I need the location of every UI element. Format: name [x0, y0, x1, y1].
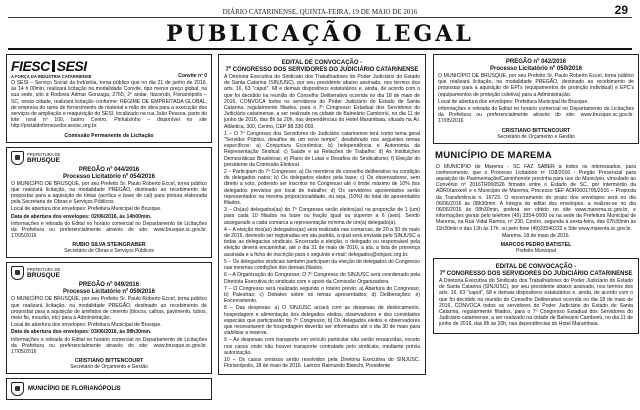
brusque-notice-042	[433, 54, 639, 144]
convocacao-paragraph: A Diretoria Executiva do Sindicato dos Trabalhadores do Poder Judiciário do Estado de Santa Catarina (SINJUSC), por seu presidente abaixo assinado, nos termos dos arts. 16, 63 "caput", 68 e demais dispositivos estatutários e, ainda, de acordo com o que foi decidido na reunião do Conselho Deliberativo ocorrida no dia 18 de maio de 2016, CONVOCA todos os servidores do Poder Judiciário do Estado de Santa Catarina, regularmente filiados, para o 7º Congresso Estadual dos Servidores do Judiciário catarinense, a ser realizado na cidade de Balneário Camboriú, no dia 11 de junho de 2016, das 8h às 20h, nas dependências do Hotel Marambaia, situado na Av. Atlântica, 300, Centro, CEP 88.330-003.	[224, 74, 420, 130]
convocacao-paragraph: 9 – As despesas com transporte em veículo particular não serão ressarcidas, exceto nos casos onde não houver transporte contratado pelo sindicato, mediante prévia autorização.	[224, 337, 420, 356]
notice-subtitle: Processo Licitatório nº 050/2016	[490, 66, 582, 72]
fiesc-logo-text: FIESC	[11, 58, 50, 74]
brusque-crest-icon	[11, 266, 24, 280]
notice-info: Informações e retirada do Edital no horário comercial no Departamento de Licitações da Prefeitura ou preferencialmente através do site: www.brusque.sc.gov.br. 17/05/2016	[11, 220, 207, 240]
bottom-rule	[8, 48, 632, 50]
fiesc-signature: Comissão Permanente de Licitação	[64, 132, 154, 139]
notice-date: Data de abertura dos envelopes: 02/06/2016, às 14h00min.	[11, 213, 152, 220]
masthead	[0, 0, 640, 46]
convocacao-subtitle: 7º CONGRESSO DOS SERVIDORES DO JUDICIÁRIO CATARINENSE	[439, 271, 633, 278]
brusque-header-city: BRUSQUE	[27, 272, 60, 280]
section-title: PUBLICAÇÃO LEGAL	[166, 21, 474, 47]
brusque-header-city: BRUSQUE	[27, 156, 60, 164]
brusque-notice-049	[6, 262, 212, 374]
signature-name: RUBIO SILVA STEINGRABER	[72, 242, 146, 249]
fiesc-tagline: A FORÇA DA INDÚSTRIA CATARINENSE	[11, 74, 92, 79]
signature-role: Prefeito Municipal	[516, 248, 556, 255]
page-number: 29	[614, 3, 628, 17]
sesi-logo-text: SESI	[56, 58, 87, 74]
florianopolis-title: MUNICÍPIO DE FLORIANÓPOLIS	[28, 386, 121, 393]
notice-date: Data de abertura dos envelopes: 03/06/2016, às 08h30min.	[11, 329, 152, 336]
convocacao-paragraph: 1 – O 7º Congresso dos Servidores do Judiciário catarinense terá como tema geral "Servidor Público, desafios de um novo tempo", desdobrado nos seguintes temas específicos: a) Conjuntura Econômica; b) Independência e Autonomia da Representação Sindical; c) Saúde e as Relações de Trabalho; d) As Instituições Democráticas Brasileiras; e) Plano de Lutas e Desafios do Sindicalismo; f) Eleição do presidente da Comissão Eleitoral.	[224, 130, 420, 168]
fiesc-body: O SESI – Serviço Social da Indústria, torna público que no dia 21 de junho de 2016, às 14 h 00min, realizará licitação na modalidade Convite, tipo menor preço global, na sua sede, sito à Rodovia Admar Gonzaga, 2765, 2º andar, Itacorubi, Florianópolis – SC, nesta cidade, realizará licitação conforme: REGIME DE EMPREITADA GLOBAL, de empresa do ramo de fornecimento de material e mão de obra para a execução dos serviços de ampliação e reaquisição do SESI, localizado na rua João Pessoa, parte do lote rural nº 100, bairro Centro, Pinhalzinho – disponível no site http://portaldofornecedor.sesisc.org.br.	[11, 80, 207, 130]
notice-body: O MUNICÍPIO DE BRUSQUE, por seu Prefeito Sr. Paulo Roberto Eccel, torna público que realizará licitação, na modalidade PREGÃO, destinado ao recebimento de propostas para a aquisição de EPI's (equipamentos de proteção individual) e EPC's (equipamentos de proteção coletiva) para a Administração.	[438, 73, 634, 98]
notice-title: PREGÃO nº 042/2016	[505, 59, 567, 65]
florianopolis-header	[11, 382, 207, 396]
marema-notice	[433, 164, 639, 258]
convocacao-title: EDITAL DE CONVOCAÇÃO -	[281, 60, 363, 66]
convocacao-paragraph: 7 – O Congresso será realizado segundo o roteiro prévio: a) Abertura do Congresso; b) Palestras; c) Debates sobre os temas apresentados; d) Deliberações; e) Encerramento.	[224, 285, 420, 305]
notice-local: Local de abertura dos envelopes: Prefeitura Municipal de Brusque.	[438, 98, 589, 105]
marema-body: O MUNICÍPIO de Marema - SC FAZ SABER a todos os interessados, para conhecimento, que o Processo Licitatório nº 018/2016 - Pregão Presencial para aquisição de Pavimentação/Caminhonete precinha para uso do Município, vinculado ao Convênio nº 2016TR000526 firmado entre o Estado de SC, por intermédio da ADR/Xanxerê e o Município de Marema, Processo SEF ADR0001705/2016 – Proposta da Transferência n. 16723. O encerramento do prazo dos envelopes será no dia 06/06/2016 às 08h30min. A íntegra do edital dos envelopes, a realizar-se no dia 06/06/2016 às 08h30min, poderá ser obtido no site www.marema.sc.gov.br, e informações gerais pelo telefone (49) 3354-0000 ou na sede da Prefeitura Municipal de Marema, na Rua Vidal Ramos, nº 230, Centro, segunda à sexta-feira, das 07h30min às 11h30min e das 13h às 17h, ou pelo fone (49)33540222 e Site www.marema.sc.gov.br.	[436, 163, 636, 232]
column-right	[433, 54, 639, 410]
notice-subtitle: Processo Licitatório nº 054/2016	[63, 173, 155, 180]
column-left	[6, 54, 212, 410]
top-rule	[8, 17, 632, 18]
fiesc-notice	[6, 54, 212, 143]
signature-role: Secretário de Orçamento e Gestão	[497, 133, 575, 140]
convocacao-paragraph: 2 – Participam do 7º Congresso: a) Os membros do conselho deliberativo na condição de delegados natos; b) Os delegados eleitos pela base; c) Os observadores, sem direito a voto, podendo ser inscritos no Congresso até o limite máximo de 10% dos delegados previstos por local de trabalho; d) Os servidores aposentados serão representados na mesma proporcionalidade, ou seja, (10%) do total de aposentados filiados.	[224, 169, 420, 207]
notice-subtitle: Processo Licitatório nº 059/2016	[63, 289, 155, 296]
signature-name: CRISTIANO BITTENCOURT	[74, 358, 144, 365]
notice-info: Informações e retirada do Edital no horário comercial no Departamento de Licitações da Prefeitura ou preferencialmente através do site: www.brusque.sc.gov.br. 17/05/2016	[438, 106, 634, 125]
marema-place-date: Marema, 18 de maio de 2016.	[502, 232, 570, 239]
signature-role: Secretário de Obras e Serviços Públicos	[64, 248, 154, 255]
publication-line: DIÁRIO CATARINENSE, QUINTA-FEIRA, 19 DE MAIO DE 2016	[222, 8, 418, 16]
convocacao-body: A Diretoria Executiva do Sindicato dos Trabalhadores do Poder Judiciário do Estado de Santa Catarina (SINJUSC), por seu presidente abaixo assinado, nos termos dos arts. 16, 63 "caput", 68 e demais dispositivos estatutários e, ainda, de acordo com o que foi decidido na reunião do Conselho Deliberativo ocorrida no dia 18 de maio de 2016, CONVOCA todos os servidores do Poder Judiciário do Estado de Santa Catarina, regularmente filiados, para o 7º Congresso Estadual dos Servidores do Judiciário catarinense, a ser realizado na cidade de Balneário Camboriú, no dia 11 de junho de 2016, das 8h às 20h, nas dependências do Hotel Marambaia.	[439, 278, 633, 328]
notice-body: O MUNICÍPIO DE BRUSQUE, por seu Prefeito Sr. Paulo Roberto Eccel, torna público que realizará licitação, na modalidade PREGÃO, destinado ao recebimento de propostas para a aquisição de tintas (acrílica e base de cal) para pintura elaborada pela Secretaria de Obras e Serviços Públicos.	[11, 180, 207, 206]
convocacao-paragraph: 6 – A Organização do Congresso: O 7º Congresso do SINJUSC será coordenado pela Diretoria Executiva do sindicato com o apoio da Comissão Organizadora.	[224, 272, 420, 285]
convocacao-paragraph: 5 – Os delegados sindicais também participam da eleição de delegados do Congresso nas mesmas condições dos demais filiados.	[224, 258, 420, 272]
brusque-crest-icon	[11, 151, 24, 165]
signature-name: CRISTIANO BITTENCOURT	[501, 127, 571, 134]
column-middle	[218, 54, 426, 410]
brusque-header-small: PREFEITURA DE	[27, 267, 61, 273]
brusque-header	[11, 151, 207, 165]
convocacao-paragraph: 10 – Os casos omissos serão resolvidos pela Diretoria Executiva do SINJUSC. Florianópolis, 18 de maio de 2016. Laércio Raimundo Bianchi, Presidente	[224, 356, 420, 370]
convocacao-paragraph: 4 – A eleição dos(as) delegados(as) será realizada nas comarcas, de 20 a 30 de maio de 2016, devendo ser registradas em ata padrão, a qual será enviada pelo SINJUSC a todas as delegacias sindicais. Encerrada a eleição, o delegado ou responsável pela eleição deverá encaminhar, até o dia 31 de maio de 2016, a ata, a lista de presença assinada e a ficha de inscrição para o seguinte e-mail: delegados@sinjusc.org.br.	[224, 226, 420, 258]
signature-role: Secretário de Orçamento e Gestão	[70, 364, 148, 371]
brusque-notice-044	[6, 147, 212, 259]
notice-title: PREGÃO nº 049/2016	[78, 282, 140, 289]
fiesc-logo	[11, 58, 91, 74]
notice-local: Local de abertura dos envelopes: Prefeitura Municipal de Brusque.	[11, 206, 162, 213]
brusque-header-small: PREFEITURA DE	[27, 151, 61, 157]
convocacao-paragraph: 8 – Das despesas: a) O SINJUSC arcará com as despesas de deslocamento, hospedagem e alimentação dos delegados eleitos, observadores e dos convidados especiais que participarão do 7º Congresso; b) Os delegados eleitos e observadores que necessitarem de hospedagem deverão ser informados até o dia 30 de maio para viabilizar a reserva.	[224, 305, 420, 337]
convocacao-notice-duplicate	[433, 258, 639, 334]
convite-number: Convite nº 0	[178, 73, 207, 79]
florianopolis-notice	[6, 378, 212, 400]
notice-local: Local de abertura dos envelopes: Prefeitura Municipal de Brusque.	[11, 322, 162, 329]
notice-title: PREGÃO nº 044/2016	[78, 166, 140, 173]
convocacao-paragraph: 3 – Os(as) delegados(as) do 7º Congresso serão eleitos(as) na proporção de 1 (um) para cada 10 filiados na base ou fração igual ou superior a 6 (seis). Sendo assegurado a cada comarca a representação mínima de um(a) delegado(a).	[224, 207, 420, 226]
logo-divider-icon	[52, 60, 55, 72]
marema-header: MUNICÍPIO DE MAREMA	[435, 149, 553, 161]
signature-name: MARCOS PEDRO BATISTEL	[500, 242, 572, 249]
convocacao-notice	[218, 54, 426, 375]
notice-body: O MUNICÍPIO DE BRUSQUE, por seu Prefeito Sr. Paulo Roberto Eccel, torna público que realizará licitação, na modalidade PREGÃO, destinado ao recebimento de propostas para a aquisição de artefatos de cimento (blocos, calhas, pavimento, tubos, meio fio, mourão, etc) para a Administração.	[11, 296, 207, 322]
convocacao-title: EDITAL DE CONVOCAÇÃO -	[495, 264, 577, 271]
fiesc-header	[11, 58, 207, 79]
florianopolis-crest-icon	[11, 382, 24, 396]
convocacao-subtitle: 7º CONGRESSO DOS SERVIDORES DO JUDICIÁRIO CATARINENSE	[225, 67, 419, 73]
brusque-header	[11, 266, 207, 280]
notice-info: Informações e retirada do Edital no horário comercial no Departamento de Licitações da Prefeitura ou preferencialmente através do site: www.brusque.sc.gov.br. 17/05/2016	[11, 336, 207, 356]
